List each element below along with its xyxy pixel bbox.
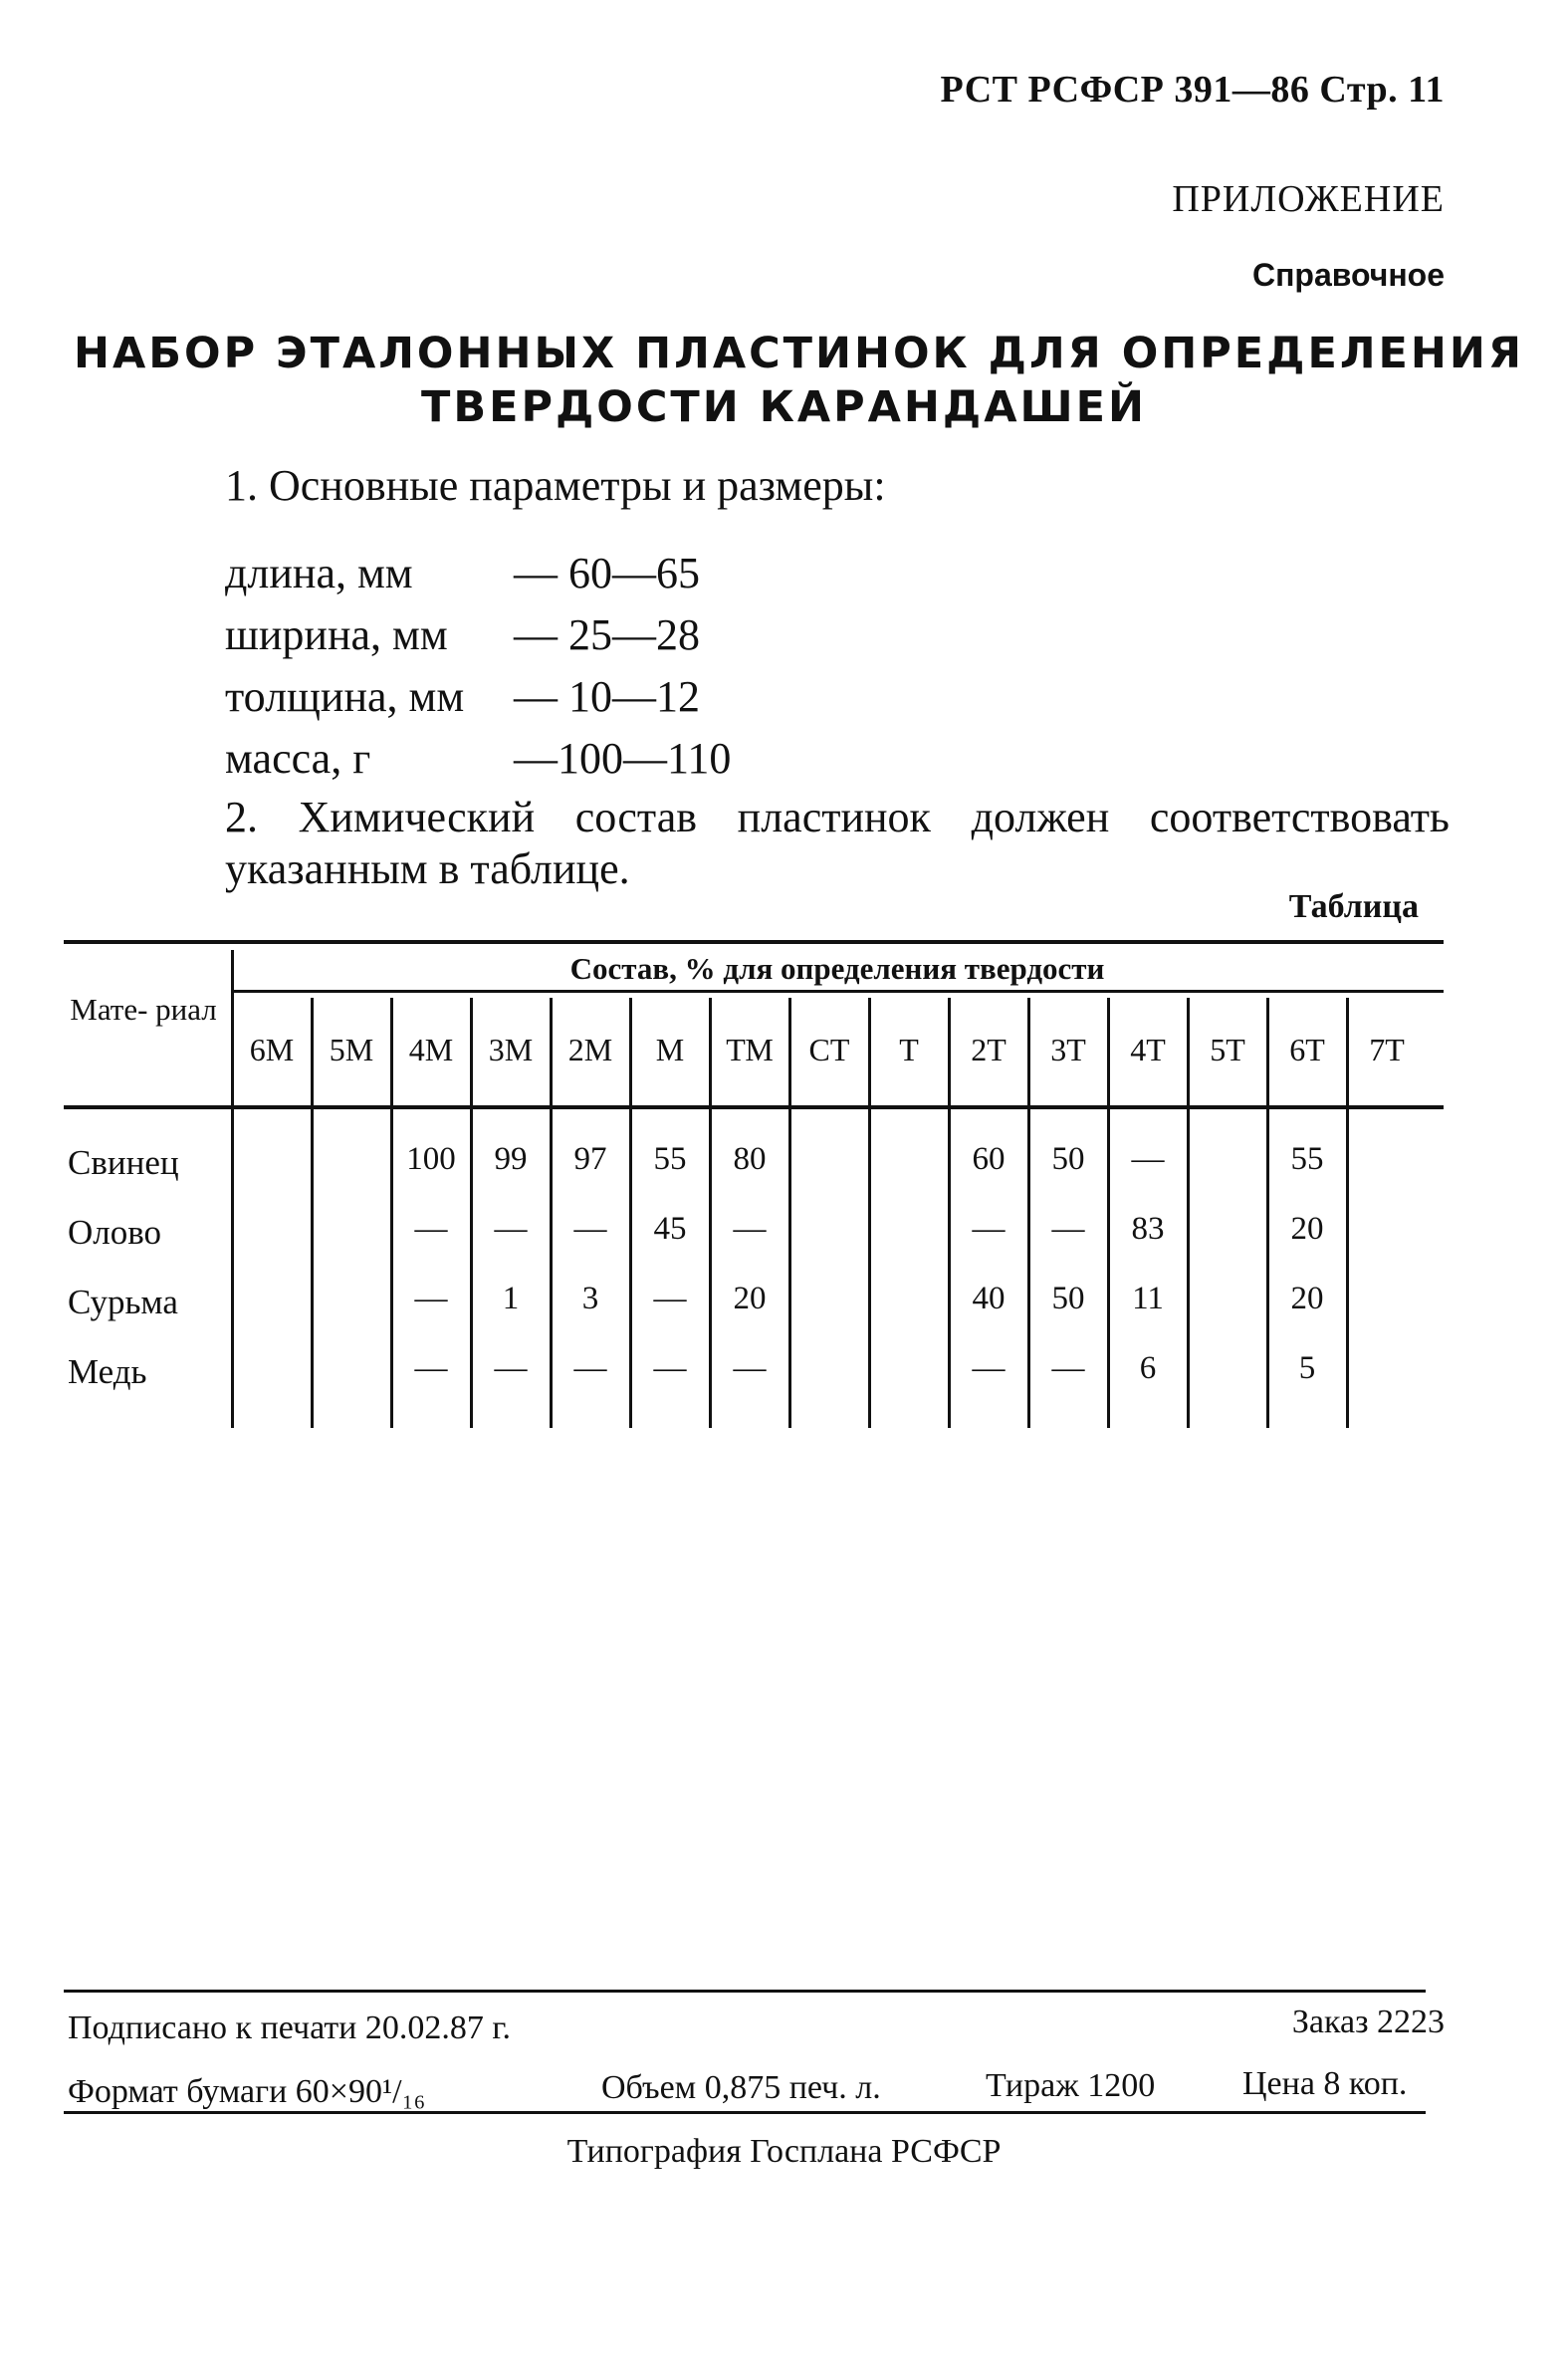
table-caption: Таблица — [1288, 888, 1419, 925]
table-cell: — — [653, 1350, 687, 1386]
table-cell: 50 — [1051, 1141, 1085, 1177]
row-material-label: Олово — [68, 1213, 162, 1252]
table-cell: 20 — [1290, 1281, 1324, 1316]
section-1-heading: 1. Основные параметры и размеры: — [225, 461, 886, 510]
column-header: М — [655, 1032, 685, 1067]
table-cell: 99 — [494, 1141, 528, 1177]
table-cell: 55 — [653, 1141, 687, 1177]
column-header: 2М — [567, 1032, 613, 1067]
footer-volume: Объем 0,875 печ. л. — [601, 2069, 881, 2106]
column-header: ТМ — [726, 1032, 774, 1067]
table-cell: — — [733, 1211, 767, 1247]
column-header: Т — [899, 1032, 919, 1067]
page-title-line-2: ТВЕРДОСТИ КАРАНДАШЕЙ — [421, 382, 1147, 432]
table-cell: 60 — [972, 1141, 1006, 1177]
table-cell: — — [733, 1350, 767, 1386]
column-header: 3М — [488, 1032, 534, 1067]
table-cell: 50 — [1051, 1281, 1085, 1316]
table-cell: — — [1131, 1141, 1165, 1177]
row-material-label: Сурьма — [68, 1283, 178, 1321]
param-row — [225, 671, 700, 722]
document-reference: РСТ РСФСР 391—86 Стр. 11 — [940, 69, 1445, 111]
table-cell: — — [494, 1350, 528, 1386]
table-cell: 83 — [1131, 1211, 1165, 1247]
footer-signed: Подписано к печати 20.02.87 г. — [68, 2009, 511, 2046]
footer-bottom-rule — [64, 2111, 1426, 2114]
param-value: — 60—65 — [514, 549, 700, 597]
table-cell: 45 — [653, 1211, 687, 1247]
appendix-kind: Справочное — [1251, 257, 1445, 293]
composition-group-header: Состав, % для определения твердости — [569, 951, 1105, 986]
table-cell: — — [972, 1350, 1006, 1386]
column-header: СТ — [808, 1032, 850, 1067]
column-header: 7Т — [1369, 1032, 1405, 1067]
appendix-label: ПРИЛОЖЕНИЕ — [1172, 178, 1445, 220]
param-value: — 10—12 — [514, 672, 700, 721]
column-header: 6М — [249, 1032, 295, 1067]
table-cell: 40 — [972, 1281, 1006, 1316]
column-header: 2Т — [971, 1032, 1007, 1067]
table-cell: 100 — [406, 1141, 456, 1177]
table-cell: 6 — [1139, 1350, 1157, 1386]
table-cell: 97 — [573, 1141, 607, 1177]
footer-price: Цена 8 коп. — [1242, 2065, 1408, 2102]
table-cell: — — [414, 1350, 448, 1386]
param-row — [225, 609, 700, 660]
param-row — [225, 548, 700, 598]
footer-circulation: Тираж 1200 — [986, 2067, 1156, 2104]
param-name: длина, мм — [225, 549, 413, 597]
table-cell: — — [653, 1281, 687, 1316]
param-row — [225, 733, 731, 784]
param-name: толщина, мм — [225, 672, 465, 721]
footer-order: Заказ 2223 — [1291, 2004, 1445, 2040]
table-cell: 1 — [502, 1281, 520, 1316]
table-cell: 11 — [1132, 1281, 1164, 1316]
param-value: —100—110 — [514, 734, 732, 783]
column-header: 5М — [329, 1032, 374, 1067]
section-2-text: 2. Химический состав пластинок должен соответствовать указанным в таблице. — [225, 793, 1450, 893]
column-header: 6Т — [1289, 1032, 1325, 1067]
table-cell: 80 — [733, 1141, 767, 1177]
table-header-divider — [231, 990, 1444, 993]
footer-printer: Типография Госплана РСФСР — [566, 2133, 1002, 2170]
param-value: — 25—28 — [514, 610, 700, 659]
row-material-label: Свинец — [68, 1143, 179, 1182]
table-cell: — — [573, 1211, 607, 1247]
material-column-header — [64, 991, 223, 1029]
param-name: масса, г — [225, 734, 371, 783]
table-top-rule — [64, 940, 1444, 944]
column-header: 5Т — [1210, 1032, 1245, 1067]
table-cell: 55 — [1290, 1141, 1324, 1177]
table-cell: — — [1051, 1350, 1085, 1386]
table-cell: — — [573, 1350, 607, 1386]
table-cell: 3 — [581, 1281, 599, 1316]
table-cell: 20 — [733, 1281, 767, 1316]
column-divider — [231, 950, 234, 1428]
table-cell: — — [494, 1211, 528, 1247]
table-cell: — — [414, 1281, 448, 1316]
footer-format: Формат бумаги 60×90¹/₁₆ — [68, 2073, 426, 2110]
material-header-text: Мате- риал — [70, 992, 217, 1027]
table-cell: 20 — [1290, 1211, 1324, 1247]
page-title-line-1: НАБОР ЭТАЛОННЫХ ПЛАСТИНОК ДЛЯ ОПРЕДЕЛЕНИЯ — [73, 329, 1525, 378]
column-header: 4Т — [1130, 1032, 1166, 1067]
column-header: 3Т — [1050, 1032, 1086, 1067]
footer-top-rule — [64, 1990, 1426, 1993]
table-cell: — — [1051, 1211, 1085, 1247]
table-cell: — — [972, 1211, 1006, 1247]
row-material-label: Медь — [68, 1352, 147, 1391]
table-cell: — — [414, 1211, 448, 1247]
column-header: 4М — [408, 1032, 454, 1067]
table-cell: 5 — [1298, 1350, 1316, 1386]
table-header-bottom-rule — [64, 1105, 1444, 1109]
param-name: ширина, мм — [225, 610, 448, 659]
